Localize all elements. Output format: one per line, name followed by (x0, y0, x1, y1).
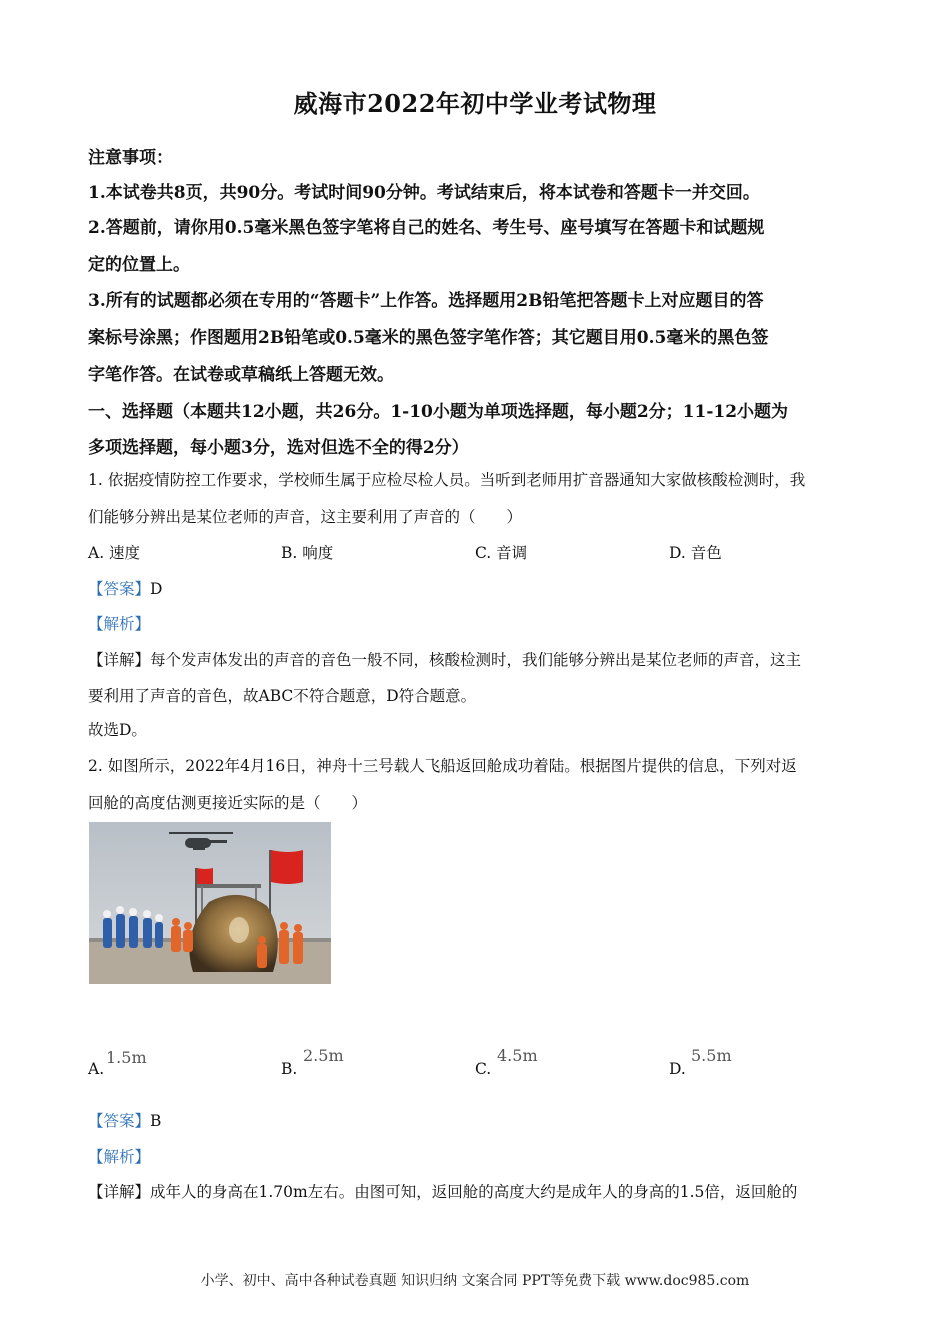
detail-tag: 【详解】 (88, 1183, 151, 1201)
note-3-line-1: 3.所有的试题都必须在专用的“答题卡”上作答。选择题用2B铅笔把答题卡上对应题目的答 (88, 291, 764, 311)
q2-option-a-value: 1.5m (106, 1048, 147, 1067)
q2-option-d-value: 5.5m (691, 1046, 732, 1065)
q2-answer (88, 1109, 161, 1131)
q2-option-c-label: C. (475, 1060, 492, 1078)
q1-option-a: A. 速度 (88, 544, 141, 562)
q2-stem-line-2: 回舱的高度估测更接近实际的是（ ） (88, 794, 368, 812)
note-1: 1.本试卷共8页，共90分。考试时间90分钟。考试结束后，将本试卷和答题卡一并交回。 (88, 183, 760, 203)
q2-option-c-value: 4.5m (497, 1046, 538, 1065)
q2-analysis-tag: 【解析】 (88, 1148, 151, 1166)
q2-option-a-label: A. (88, 1060, 105, 1078)
q2-stem-line-1: 2. 如图所示，2022年4月16日，神舟十三号载人飞船返回舱成功着陆。根据图片提供的信息，下列对返 (88, 757, 797, 775)
q1-stem-line-2: 们能够分辨出是某位老师的声音，这主要利用了声音的（ ） (88, 508, 523, 526)
note-3-line-2: 案标号涂黑；作图题用2B铅笔或0.5毫米的黑色签字笔作答；其它题目用0.5毫米的黑色签 (88, 328, 769, 348)
q1-detail-line-1 (88, 648, 801, 670)
note-2-line-2: 定的位置上。 (88, 255, 190, 275)
q1-answer-value: D (150, 580, 163, 598)
note-2-line-1: 2.答题前，请你用0.5毫米黑色签字笔将自己的姓名、考生号、座号填写在答题卡和试题规 (88, 218, 765, 238)
section-heading-line-2: 多项选择题，每小题3分，选对但选不全的得2分） (88, 438, 469, 458)
q2-answer-value: B (150, 1112, 162, 1130)
detail-tag: 【详解】 (88, 651, 151, 669)
q1-detail-line-2: 要利用了声音的音色，故ABC不符合题意，D符合题意。 (88, 687, 477, 705)
capsule-landing-photo (89, 822, 331, 984)
q2-option-b-label: B. (281, 1060, 298, 1078)
notes-heading: 注意事项： (88, 148, 173, 168)
q2-option-b-value: 2.5m (303, 1046, 344, 1065)
q1-option-b: B. 响度 (281, 544, 334, 562)
q1-answer (88, 577, 162, 599)
q2-detail-line-1 (88, 1180, 797, 1202)
q2-options (88, 1046, 868, 1086)
q1-detail-text: 每个发声体发出的声音的音色一般不同，核酸检测时，我们能够分辨出是某位老师的声音，这主 (150, 651, 802, 669)
answer-tag: 【答案】 (88, 1112, 151, 1130)
section-heading-line-1: 一、选择题（本题共12小题，共26分。1-10小题为单项选择题，每小题2分；11-12小题为 (88, 402, 789, 422)
q1-analysis-tag: 【解析】 (88, 615, 151, 633)
page-title: 威海市2022年初中学业考试物理 (293, 89, 657, 118)
q2-detail-text: 成年人的身高在1.70m左右。由图可知，返回舱的高度大约是成年人的身高的1.5倍，返回舱的 (150, 1183, 798, 1201)
q1-option-c: C. 音调 (475, 544, 528, 562)
capsule-landing-illustration (89, 822, 331, 984)
note-3-line-3: 字笔作答。在试卷或草稿纸上答题无效。 (88, 365, 394, 385)
q1-stem-line-1: 1. 依据疫情防控工作要求，学校师生属于应检尽检人员。当听到老师用扩音器通知大家做核酸检测时，我 (88, 471, 806, 489)
page-footer: 小学、初中、高中各种试卷真题 知识归纳 文案合同 PPT等免费下载 www.doc985.com (200, 1273, 750, 1289)
q1-conclusion: 故选D。 (88, 721, 147, 739)
q1-option-d: D. 音色 (669, 544, 722, 562)
q2-option-d-label: D. (669, 1060, 686, 1078)
answer-tag: 【答案】 (88, 580, 151, 598)
